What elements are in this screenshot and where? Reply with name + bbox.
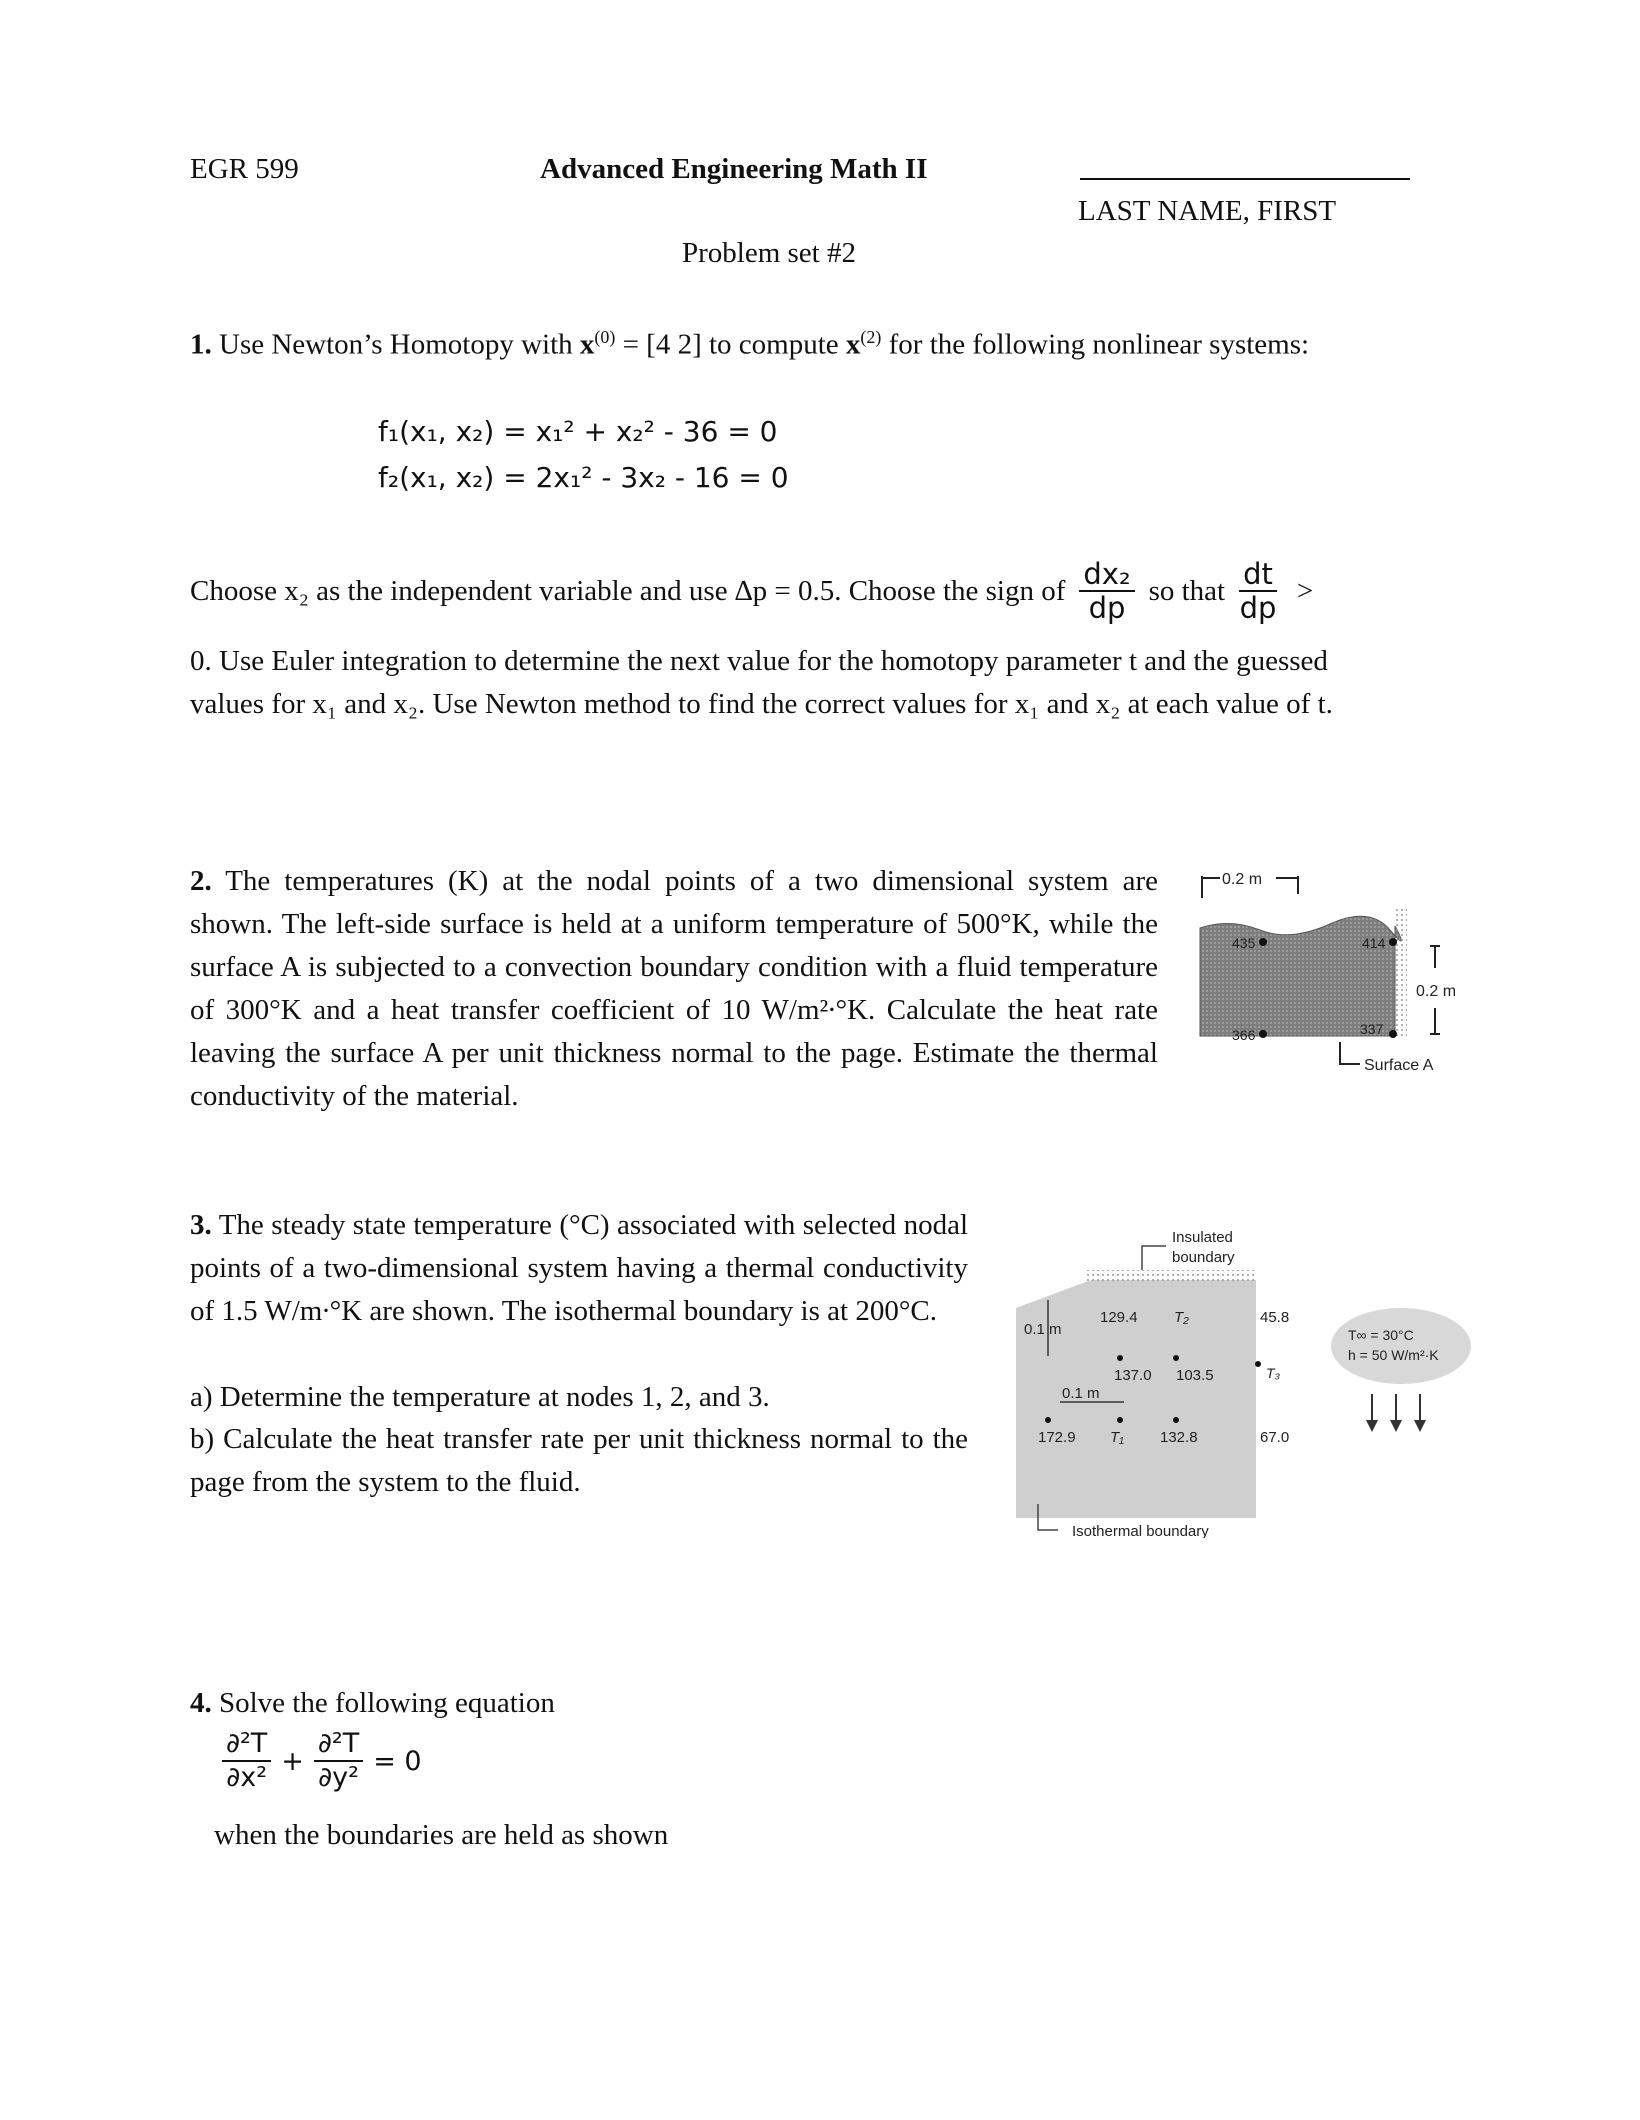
problem-1-number: 1. [190,328,212,361]
convection-arrowhead-icon [1366,1420,1378,1432]
height-label: 0.2 m [1416,983,1457,1000]
x0-superscript: (0) [594,327,616,347]
problem-3-part-b: b) Calculate the heat transfer rate per unit thickness normal to the page from the system to the fluid. [190,1423,968,1498]
fraction-d2t-dx2 [222,1728,271,1794]
insulated-label-2: boundary [1172,1249,1235,1266]
plus-sign: + [281,1745,304,1777]
width-label: 0.2 m [1222,871,1263,888]
equals-zero: = 0 [373,1745,422,1777]
name-label: LAST NAME, FIRST [1078,195,1337,227]
problem-4-number: 4. [190,1687,212,1719]
node-dot [1173,1417,1179,1423]
node-dot [1117,1417,1123,1423]
fraction-numerator: dx₂ [1079,558,1134,592]
problem-4-intro [190,1682,555,1725]
insulated-label-1: Insulated [1172,1229,1233,1246]
dx-label: 0.1 m [1062,1385,1100,1402]
problem-2-number: 2. [190,865,212,897]
node-dot [1389,938,1397,946]
insulated-surface [1086,1270,1256,1282]
problem-3-part-a: a) Determine the temperature at nodes 1, 2, and 3. [190,1381,770,1413]
node-dot [1259,938,1267,946]
x-vector-symbol-2: x [845,328,861,361]
choose-x2-text: Choose x₂ as the independent variable and use ∆p = 0.5. Choose the sign of [190,574,1066,607]
fraction-numerator: dt [1239,558,1277,592]
problem-3-number: 3. [190,1209,212,1241]
equation-f1: f₁(x₁, x₂) = x₁² + x₂² - 36 = 0 [378,415,778,448]
problem-1-text-a: Use Newton’s Homotopy with [211,328,580,361]
node-dot [1117,1355,1123,1361]
so-that-text: so that [1148,574,1226,607]
node-label-t2: T₂ [1174,1309,1189,1326]
node-label-t3: T₃ [1266,1365,1281,1381]
node-label-132-8: 132.8 [1160,1429,1198,1446]
node-label-129-4: 129.4 [1100,1309,1138,1326]
equation-f2: f₂(x₁, x₂) = 2x₁² - 3x₂ - 16 = 0 [378,461,789,494]
surface-a-label: Surface A [1364,1057,1434,1074]
document-title: Advanced Engineering Math II [540,153,928,185]
problem-1-text-c: for the following nonlinear systems: [881,328,1310,361]
fraction-denominator: ∂x² [226,1762,268,1793]
fluid-surface [1395,908,1407,1038]
name-signature-line [1080,178,1410,180]
problem-3-body: The steady state temperature (°C) associated with selected nodal points of a two-dimensional system having a thermal conductivity of 1.5 W/m∙°K are shown. The isothermal boundary is at 200°C. [190,1209,968,1327]
greater-than-sign: > [1296,574,1314,607]
node-label-366: 366 [1232,1027,1256,1043]
laplace-equation [218,1728,422,1794]
insulated-leader [1142,1246,1166,1270]
fraction-numerator: ∂²T [222,1728,271,1762]
problem-4-footer: when the boundaries are held as shown [214,1819,669,1851]
problem-set-title: Problem set #2 [682,237,856,269]
problem-1-text-b: = [4 2] to compute [615,328,846,361]
course-code: EGR 599 [190,153,299,185]
problem-1-body: 0. Use Euler integration to determine the next value for the homotopy parameter t and the guessed values for x₁ and x₂. Use Newton method to find the correct values for x₁ and x₂ at each value of t. [190,645,1333,720]
node-dot [1255,1361,1261,1367]
fraction-denominator: ∂y² [318,1762,359,1793]
node-dot [1173,1355,1179,1361]
fluid-temperature-label: T∞ = 30°C [1348,1327,1414,1343]
node-label-67-0: 67.0 [1260,1429,1290,1446]
problem-2-diagram [1190,858,1470,1088]
problem-1-choose-line [190,558,1420,624]
problem-2-text [190,860,1158,1118]
node-label-435: 435 [1232,935,1256,951]
node-label-t1: T₁ [1110,1429,1124,1446]
convection-arrowhead-icon [1390,1420,1402,1432]
problem-4-text: Solve the following equation [211,1687,555,1719]
node-dot [1389,1030,1397,1038]
problem-1-intro [190,316,1440,367]
surface-a-leader [1340,1042,1360,1064]
node-label-45-8: 45.8 [1260,1309,1290,1326]
fraction-dt-dp [1239,558,1277,624]
fraction-denominator: dp [1239,591,1277,625]
problem-3-diagram [996,1208,1476,1538]
node-dot [1045,1417,1051,1423]
fraction-d2t-dy2 [314,1728,363,1794]
fraction-dx2-dp [1079,558,1134,624]
fluid-cloud [1331,1308,1471,1384]
x2-superscript: (2) [860,327,882,347]
problem-2-body: The temperatures (K) at the nodal points of a two dimensional system are shown. The left-side surface is held at a uniform temperature of 500°K, while the surface A is subjected to a convection boundary condition with a fluid temperature of 300°K and a heat transfer coefficient of 10 W/m²∙°K. Calculate the heat rate leaving the surface A per unit thickness normal to the page. Estimate the thermal conductivity of the material. [190,865,1158,1112]
node-label-414: 414 [1362,935,1386,951]
fluid-h-label: h = 50 W/m²·K [1348,1347,1439,1363]
node-label-337: 337 [1360,1021,1384,1037]
fraction-denominator: dp [1088,591,1126,625]
node-dot [1259,1030,1267,1038]
dy-label: 0.1 m [1024,1321,1062,1338]
x-vector-symbol: x [579,328,595,361]
node-label-172-9: 172.9 [1038,1429,1076,1446]
fraction-numerator: ∂²T [314,1728,363,1762]
problem-3-text [190,1204,968,1333]
isothermal-label: Isothermal boundary [1072,1523,1209,1538]
node-label-137-0: 137.0 [1114,1367,1152,1384]
node-label-103-5: 103.5 [1176,1367,1214,1384]
convection-arrowhead-icon [1414,1420,1426,1432]
